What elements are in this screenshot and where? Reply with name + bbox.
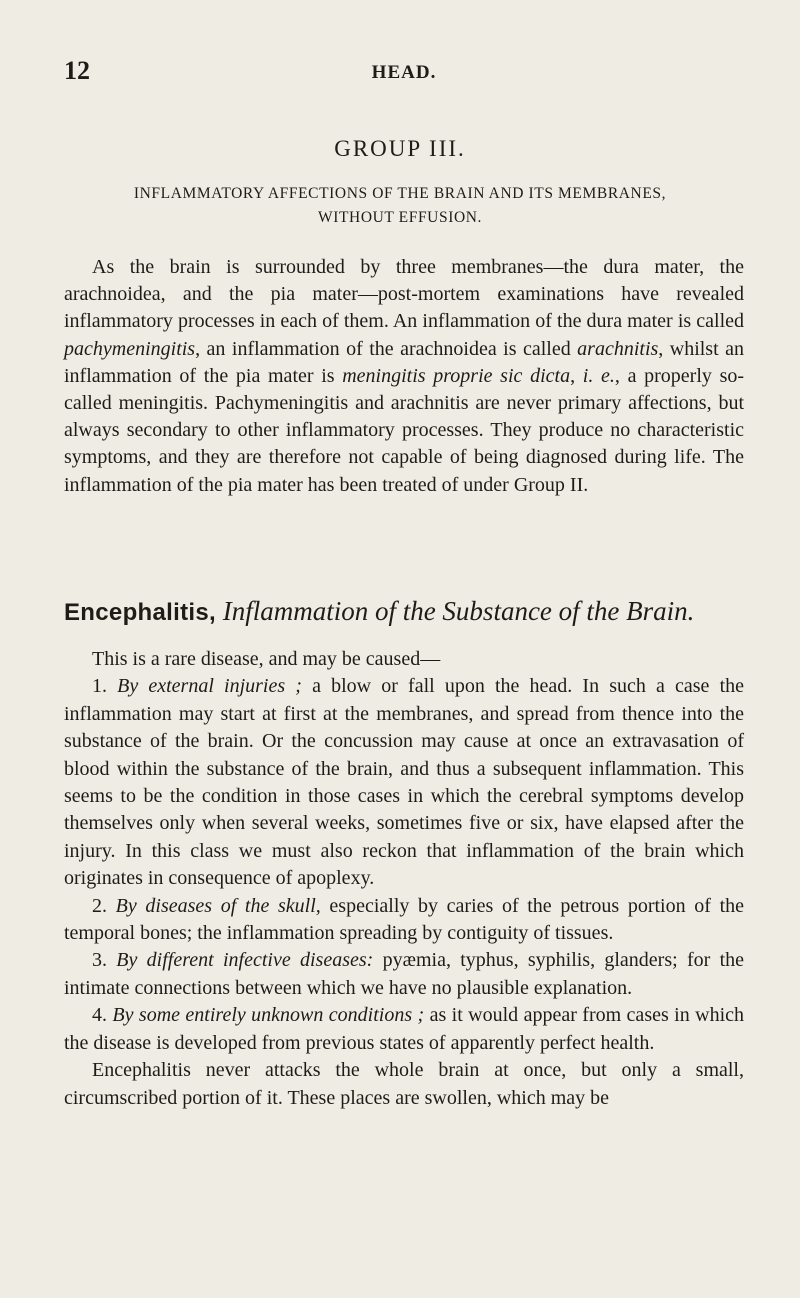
intro-paragraph <box>64 254 744 499</box>
intro-text: , a properly so-called meningitis. Pachymeningitis and arachnitis are never primary affections, but always secondary to other inflammatory processes. They produce no characteristic symptoms, and they are therefore not capable of being diagnosed during life. The inflammation of the pia mater has been treated of under Group II. <box>64 364 745 496</box>
cause-number: 1. <box>92 675 118 698</box>
running-head: HEAD. <box>371 62 437 83</box>
group-title: GROUP III. <box>334 136 466 161</box>
section-heading <box>64 596 744 627</box>
term-ie: i. e. <box>582 364 615 387</box>
subtitle-line-2: WITHOUT EFFUSION. <box>317 209 483 226</box>
page-number: 12 <box>64 56 90 85</box>
term-pachymeningitis: pachymeningitis <box>64 337 196 360</box>
paragraph-intro: This is a rare disease, and may be caused— <box>92 648 441 670</box>
cause-text: especially by caries of the petrous portion of the temporal bones; the inflammation spreading by contiguity of tissues. <box>64 894 745 945</box>
term-arachnitis: arachnitis <box>577 337 659 360</box>
paragraph-cause-3 <box>64 947 744 1002</box>
paragraph-final: Encephalitis never attacks the whole brain at once, but only a small, circumscribed portion of it. These places are swollen, which may be <box>64 1059 744 1109</box>
cause-title: By diseases of the skull, <box>115 894 321 917</box>
paragraph-cause-4 <box>64 1002 744 1057</box>
cause-title: By external injuries ; <box>117 675 302 698</box>
cause-title: By different infective diseases: <box>116 949 374 972</box>
cause-number: 2. <box>92 894 116 917</box>
page-header <box>64 56 744 96</box>
term-meningitis: meningitis proprie sic dicta <box>342 364 571 387</box>
subtitle-line-1: INFLAMMATORY AFFECTIONS OF THE BRAIN AND ITS MEMBRANES, <box>133 185 667 202</box>
cause-number: 3. <box>92 949 117 972</box>
cause-text: a blow or fall upon the head. In such a case the inflammation may start at first at the membranes, and spread from thence into the substance of the brain. Or the concussion may cause at once an extravasation of blood within the substance of the brain, and thus a subsequent inflammation. This seems to be the condition in those cases in which the cerebral symptoms develop themselves only when several weeks, sometimes five or six, have elapsed after the injury. In this class we must also reckon that inflammation of the brain which originates in consequence of apoplexy. <box>64 675 745 890</box>
section-lead: Encephalitis, <box>64 599 216 626</box>
section-title: Inflammation of the Substance of the Brain. <box>222 596 695 626</box>
section-body <box>64 646 744 1112</box>
chapter-subtitle <box>60 182 740 230</box>
paragraph-cause-2 <box>64 893 744 948</box>
cause-title: By some entirely unknown conditions ; <box>112 1004 425 1027</box>
cause-number: 4. <box>92 1004 113 1027</box>
intro-text: As the brain is surrounded by three membranes—the dura mater, the arachnoidea, and the pia mater—post-mortem examinations have revealed inflammatory processes in each of them. An inflammation of the dura mater is called <box>64 256 744 333</box>
paragraph-cause-1 <box>64 673 744 892</box>
cause-text: pyæmia, typhus, syphilis, glanders; for the intimate connections between which we have no plausible explanation. <box>64 949 745 999</box>
intro-text: , whilst an inflammation of the pia mater is <box>64 337 744 387</box>
intro-text: , <box>570 364 583 387</box>
cause-text: as it would appear from cases in which the disease is developed from previous states of apparently perfect health. <box>64 1004 745 1054</box>
intro-text: , an inflammation of the arachnoidea is called <box>195 337 578 360</box>
